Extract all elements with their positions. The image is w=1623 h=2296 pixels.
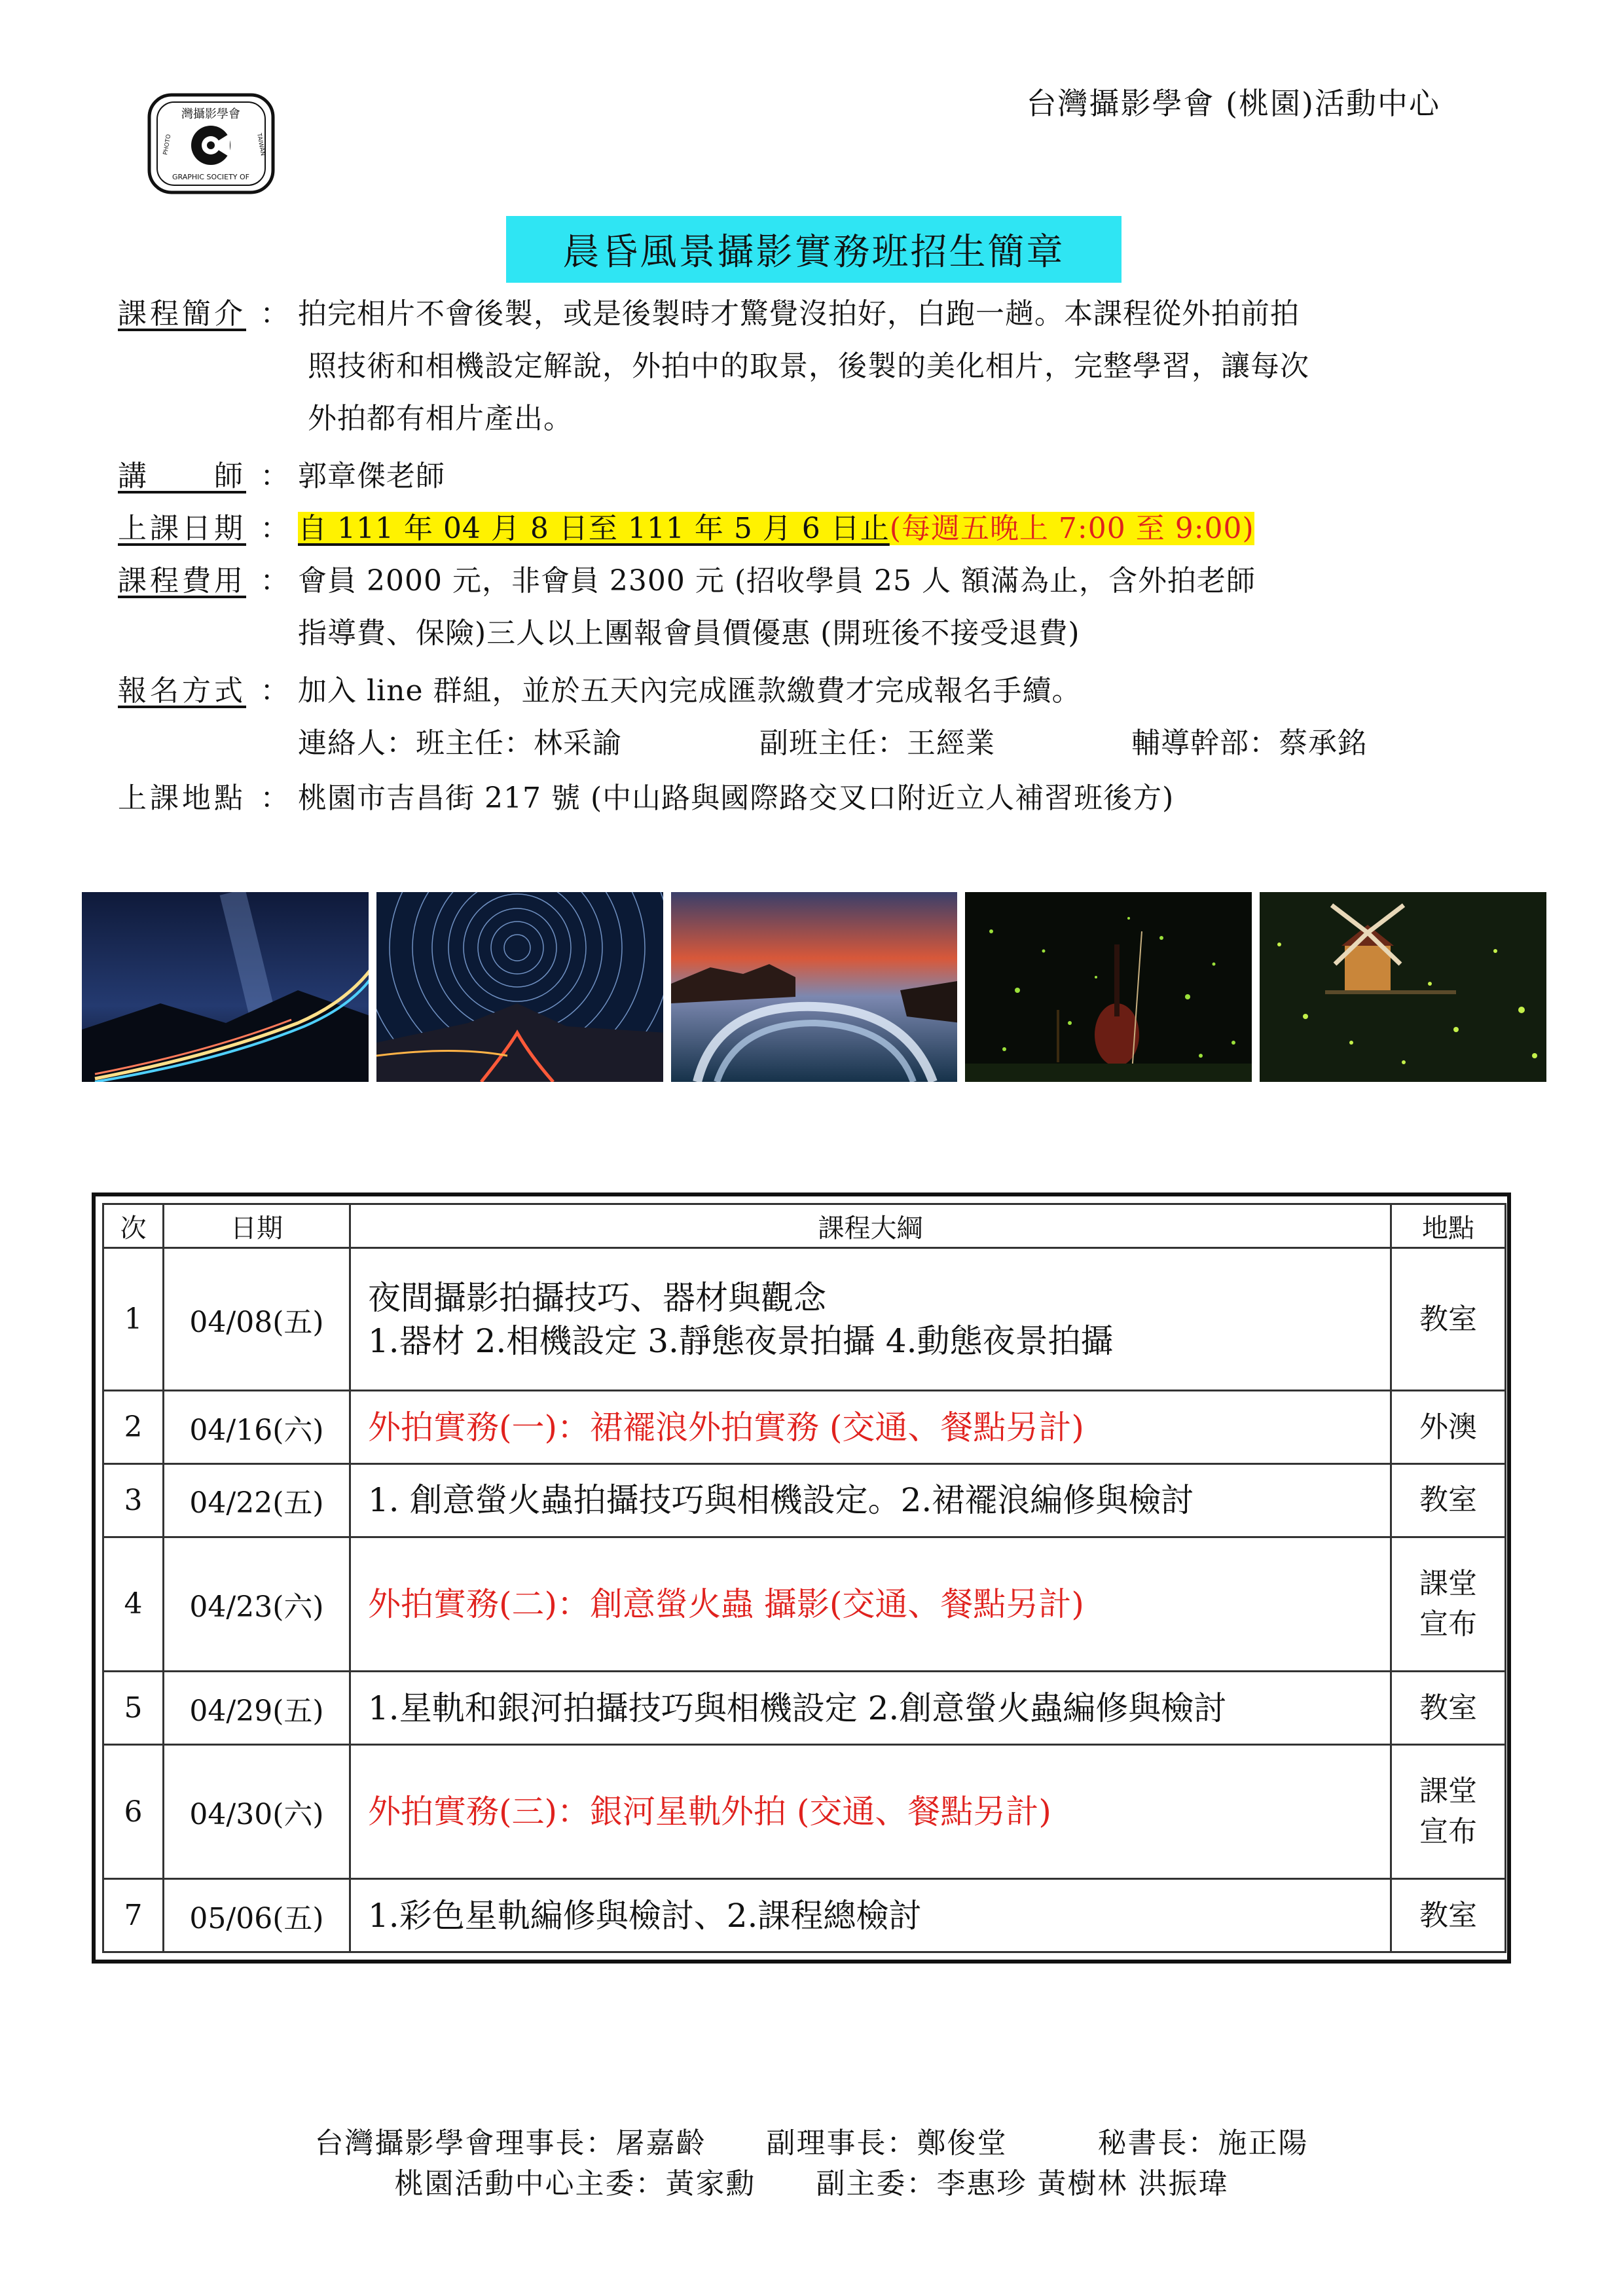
schedule-row	[103, 1391, 1506, 1464]
colon: ：	[260, 564, 290, 598]
location-line: 教室	[1419, 1691, 1477, 1725]
fee-line-1: 會員 2000 元，非會員 2300 元 (招收學員 25 人 額滿為止，含外拍老師	[298, 564, 1256, 598]
fee-row	[118, 555, 291, 607]
session-number: 7	[103, 1879, 164, 1952]
location-row	[118, 772, 291, 825]
outline-line: 1. 創意螢火蟲拍攝技巧與相機設定。2.裙襬浪編修與檢討	[368, 1481, 1194, 1520]
org-header: 台灣攝影學會 (桃園)活動中心	[1026, 86, 1440, 121]
session-number: 4	[103, 1537, 164, 1671]
location-line: 宣布	[1419, 1815, 1477, 1849]
location-line: 課堂	[1419, 1566, 1477, 1600]
seascape-sunset-photo	[671, 892, 958, 1082]
contact-lead: 連絡人：班主任：林采諭	[298, 726, 622, 760]
session-outline	[350, 1537, 1391, 1671]
contact-assistant: 輔導幹部：蔡承銘	[1131, 726, 1367, 760]
session-date: 04/08(五)	[164, 1248, 350, 1391]
header-date: 日期	[164, 1204, 350, 1248]
location-line: 外澳	[1419, 1410, 1477, 1444]
star-trails-photo	[376, 892, 663, 1082]
location-line: 教室	[1419, 1302, 1477, 1336]
session-date: 04/23(六)	[164, 1537, 350, 1671]
session-location	[1391, 1464, 1506, 1537]
session-number: 3	[103, 1464, 164, 1537]
intro-label: 課程簡介	[118, 297, 246, 331]
session-number: 6	[103, 1744, 164, 1878]
outline-line: 外拍實務(三)：銀河星軌外拍 (交通、餐點另計)	[368, 1793, 1051, 1831]
session-outline	[350, 1744, 1391, 1878]
location-line: 教室	[1419, 1483, 1477, 1517]
header-location: 地點	[1391, 1204, 1506, 1248]
location-line: 宣布	[1419, 1607, 1477, 1641]
fee-line-2: 指導費、保險)三人以上團報會員價優惠 (開班後不接受退費)	[298, 617, 1080, 650]
dates-value	[298, 503, 1254, 555]
footer-committee: 桃園活動中心主委：黃家勳 副主委：李惠珍 黃樹林 洪振瑋	[394, 2167, 1229, 2200]
schedule-row	[103, 1744, 1506, 1878]
outline-line: 外拍實務(一)：裙襬浪外拍實務 (交通、餐點另計)	[368, 1408, 1084, 1446]
fee-label: 課程費用	[118, 564, 246, 598]
session-location	[1391, 1879, 1506, 1952]
outline-line: 1.星軌和銀河拍攝技巧與相機設定 2.創意螢火蟲編修與檢討	[368, 1689, 1227, 1727]
contact-deputy: 副班主任：王經業	[759, 726, 995, 760]
session-outline	[350, 1248, 1391, 1391]
location-value: 桃園市吉昌街 217 號 (中山路與國際路交叉口附近立人補習班後方)	[298, 781, 1175, 815]
colon: ：	[260, 512, 290, 545]
logo-text-bottom: GRAPHIC SOCIETY OF	[172, 173, 250, 181]
page-title: 晨昏風景攝影實務班招生簡章	[506, 216, 1122, 283]
teacher-label: 講 師	[118, 459, 246, 493]
teacher-value: 郭章傑老師	[298, 459, 445, 493]
schedule-row	[103, 1464, 1506, 1537]
schedule-row	[103, 1879, 1506, 1952]
logo-text-left: PHOTO	[162, 134, 173, 156]
session-outline	[350, 1672, 1391, 1745]
registration-line: 加入 line 群組，並於五天內完成匯款繳費才完成報名手續。	[298, 674, 1082, 708]
location-line: 課堂	[1419, 1774, 1477, 1808]
photo-strip	[82, 892, 1546, 1082]
header-session: 次	[103, 1204, 164, 1248]
session-date: 05/06(五)	[164, 1879, 350, 1952]
society-seal-icon	[147, 93, 275, 194]
colon: ：	[260, 781, 290, 815]
footer-officers: 台灣攝影學會理事長：屠嘉齡 副理事長：鄭俊堂 秘書長：施正陽	[314, 2126, 1309, 2160]
session-date: 04/16(六)	[164, 1391, 350, 1464]
schedule-header-row	[103, 1204, 1506, 1248]
society-seal-logo	[147, 93, 275, 194]
intro-line-1: 拍完相片不會後製，或是後製時才驚覺沒拍好，白跑一趟。本課程從外拍前拍	[298, 297, 1300, 331]
colon: ：	[260, 297, 290, 331]
session-date: 04/29(五)	[164, 1672, 350, 1745]
session-location	[1391, 1744, 1506, 1878]
header-outline: 課程大綱	[350, 1204, 1391, 1248]
session-outline	[350, 1391, 1391, 1464]
dates-label: 上課日期	[118, 512, 246, 545]
logo-text-top: 灣攝影學會	[181, 107, 240, 121]
schedule-table	[102, 1203, 1506, 1953]
location-line: 教室	[1419, 1898, 1477, 1932]
session-outline	[350, 1464, 1391, 1537]
fireflies-violin-photo	[965, 892, 1252, 1082]
session-location	[1391, 1672, 1506, 1745]
outline-line: 外拍實務(二)：創意螢火蟲 攝影(交通、餐點另計)	[368, 1585, 1084, 1623]
dates-time: (每週五晚上 7:00 至 9:00)	[889, 512, 1254, 545]
session-outline	[350, 1879, 1391, 1952]
session-number: 2	[103, 1391, 164, 1464]
dates-row	[118, 503, 291, 555]
colon: ：	[260, 459, 290, 493]
session-location	[1391, 1248, 1506, 1391]
outline-line: 1.彩色星軌編修與檢討、2.課程總檢討	[368, 1896, 922, 1935]
schedule-row	[103, 1672, 1506, 1745]
outline-line: 夜間攝影拍攝技巧、器材與觀念	[368, 1278, 826, 1317]
dates-range: 自 111 年 04 月 8 日至 111 年 5 月 6 日止	[298, 512, 890, 545]
intro-line-3: 外拍都有相片產出。	[308, 402, 573, 435]
intro-line-2: 照技術和相機設定解說，外拍中的取景，後製的美化相片，完整學習，讓每次	[308, 350, 1309, 383]
session-date: 04/22(五)	[164, 1464, 350, 1537]
colon: ：	[260, 674, 290, 708]
location-label: 上課地點	[118, 781, 246, 815]
outline-line: 1.器材 2.相機設定 3.靜態夜景拍攝 4.動態夜景拍攝	[368, 1321, 1114, 1360]
session-number: 5	[103, 1672, 164, 1745]
logo-text-right: TAIWAN	[255, 132, 266, 156]
windmill-fireflies-photo	[1260, 892, 1546, 1082]
milky-way-light-trail-photo	[82, 892, 369, 1082]
session-location	[1391, 1537, 1506, 1671]
schedule-row	[103, 1537, 1506, 1671]
registration-label: 報名方式	[118, 674, 246, 708]
schedule-row	[103, 1248, 1506, 1391]
course-schedule	[92, 1193, 1511, 1964]
session-location	[1391, 1391, 1506, 1464]
session-date: 04/30(六)	[164, 1744, 350, 1878]
session-number: 1	[103, 1248, 164, 1391]
registration-row	[118, 665, 291, 717]
teacher-row	[118, 450, 291, 503]
intro-row	[118, 288, 291, 340]
